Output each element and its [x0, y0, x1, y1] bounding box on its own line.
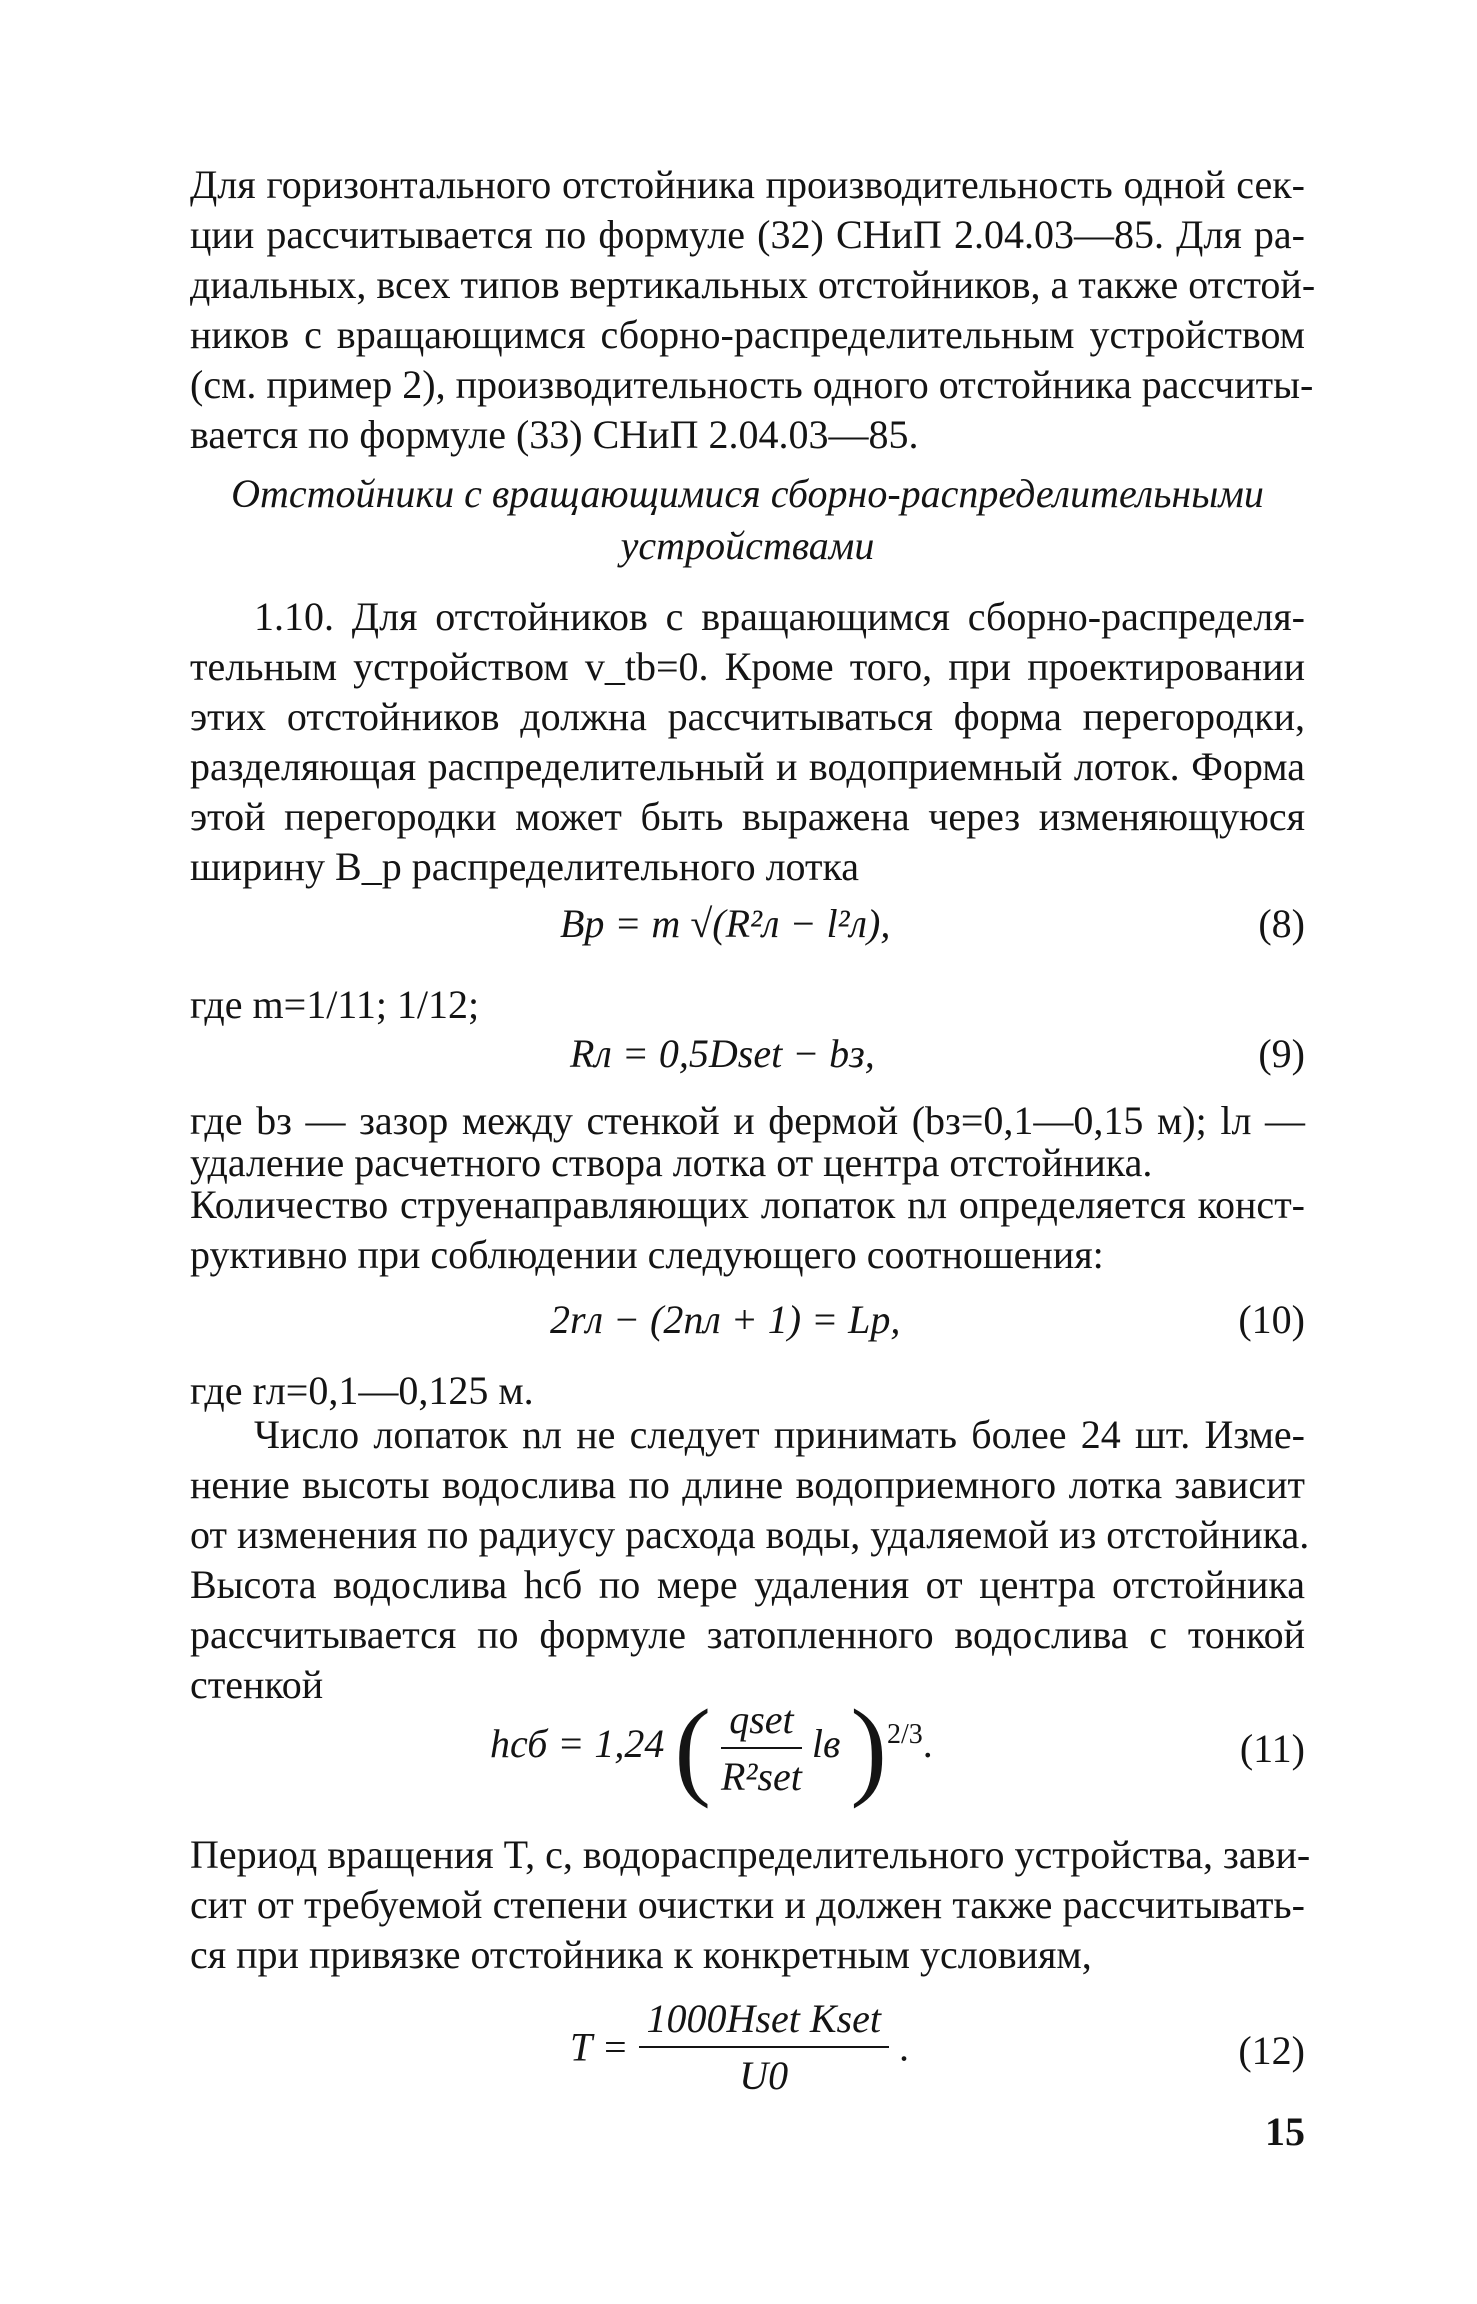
formula-11	[190, 1685, 1305, 1815]
paragraph-3-line: нение высоты водослива по длине водоприемного лотка зависит	[190, 1462, 1305, 1507]
where-r	[190, 1366, 1305, 1416]
blades-line: руктивно при соблюдении следующего соотношения:	[190, 1232, 1104, 1277]
blades-line: Количество струенаправляющих лопаток nл определяется конст-	[190, 1182, 1305, 1227]
formula-12-number: (12)	[1238, 2028, 1305, 2073]
paragraph-1	[190, 160, 1316, 460]
paragraph-1-line: вается по формуле (33) СНиП 2.04.03—85.	[190, 412, 919, 457]
formula-8-expression: Bр = m √(R²л − l²л),	[560, 901, 891, 946]
section-heading	[190, 468, 1305, 572]
formula-12-fraction	[639, 1995, 889, 2099]
paragraph-2-line: 1.10. Для отстойников с вращающимся сборно-распределя-	[254, 594, 1305, 639]
where-r-text: где rл=0,1—0,125 м.	[190, 1368, 534, 1413]
formula-10-number: (10)	[1238, 1297, 1305, 1342]
formula-11-open-paren: (	[674, 1687, 711, 1809]
formula-11-factor: lв	[811, 1721, 841, 1767]
paragraph-3-line: Число лопаток nл не следует принимать более 24 шт. Изме-	[254, 1412, 1305, 1457]
formula-11-numerator: qset	[721, 1696, 802, 1749]
paragraph-4-line: Период вращения T, с, водораспределительного устройства, зави-	[190, 1832, 1311, 1877]
blades-paragraph	[190, 1180, 1305, 1280]
paragraph-2-line: тельным устройством v_tb=0. Кроме того, при проектировании	[190, 644, 1305, 689]
formula-11-expression	[490, 1687, 933, 1809]
formula-12-denominator: U0	[739, 2053, 789, 2098]
paragraph-4-line: сит от требуемой степени очистки и должен также рассчитывать-	[190, 1882, 1305, 1927]
paragraph-2-line: разделяющая распределительный и водоприемный лоток. Форма	[190, 744, 1305, 789]
formula-11-close-paren: )	[850, 1687, 887, 1809]
where-m-text: где m=1/11; 1/12;	[190, 982, 480, 1027]
paragraph-4-line: ся при привязке отстойника к конкретным условиям,	[190, 1932, 1092, 1977]
formula-11-number: (11)	[1239, 1726, 1305, 1771]
paragraph-3-line: от изменения по радиусу расхода воды, удаляемой из отстойника.	[190, 1512, 1310, 1557]
formula-12-numerator: 1000Hset Kset	[639, 1995, 889, 2048]
formula-9	[190, 1022, 1305, 1102]
paragraph-3-line: рассчитывается по формуле затопленного водослива с тонкой	[190, 1612, 1305, 1657]
formula-9-expression: Rл = 0,5Dset − bз,	[570, 1031, 875, 1076]
paragraph-1-line: (см. пример 2), производительность одного отстойника рассчиты-	[190, 362, 1314, 407]
paragraph-2-line: ширину B_р распределительного лотка	[190, 844, 860, 889]
paragraph-1-line: Для горизонтального отстойника производительность одной сек-	[190, 162, 1305, 207]
paragraph-1-line: диальных, всех типов вертикальных отстойников, а также отстой-	[190, 262, 1316, 307]
paragraph-3-line: Высота водослива hсб по мере удаления от центра отстойника	[190, 1562, 1305, 1607]
formula-12	[190, 1995, 1305, 2105]
formula-11-power: 2/3	[886, 1718, 923, 1750]
paragraph-4	[190, 1830, 1311, 1980]
section-heading-line-1: Отстойники с вращающимися сборно-распределительными	[231, 471, 1264, 516]
paragraph-3	[190, 1410, 1310, 1710]
formula-11-denominator: R²set	[720, 1754, 802, 1799]
formula-12-tail: .	[898, 2024, 909, 2070]
formula-11-tail: .	[922, 1721, 933, 1767]
formula-12-expression	[570, 1995, 909, 2099]
formula-8-number: (8)	[1258, 901, 1305, 946]
formula-10-expression: 2rл − (2nл + 1) = Lр,	[550, 1297, 901, 1342]
formula-8	[190, 890, 1305, 970]
where-b-line: где bз — зазор между стенкой и фермой (bз=0,1—0,15 м); lл —	[190, 1098, 1305, 1143]
paragraph-2	[190, 592, 1305, 892]
page-number: 15	[1265, 2109, 1305, 2154]
section-heading-line-2: устройствами	[620, 523, 875, 568]
formula-12-lhs: T =	[570, 2024, 629, 2070]
formula-9-number: (9)	[1258, 1031, 1305, 1076]
paragraph-2-line: этой перегородки может быть выражена через изменяющуюся	[190, 794, 1305, 839]
paragraph-2-line: этих отстойников должна рассчитываться форма перегородки,	[190, 694, 1305, 739]
formula-11-lhs: hсб = 1,24	[490, 1721, 665, 1767]
paragraph-1-line: ции рассчитывается по формуле (32) СНиП 2.04.03—85. Для ра-	[190, 212, 1305, 257]
formula-10	[190, 1288, 1305, 1368]
where-b	[190, 1100, 1305, 1184]
formula-11-fraction	[721, 1696, 802, 1800]
where-b-line: удаление расчетного створа лотка от центра отстойника.	[190, 1140, 1153, 1185]
paragraph-3-line: стенкой	[190, 1662, 324, 1707]
paragraph-1-line: ников с вращающимся сборно-распределительным устройством	[190, 312, 1305, 357]
